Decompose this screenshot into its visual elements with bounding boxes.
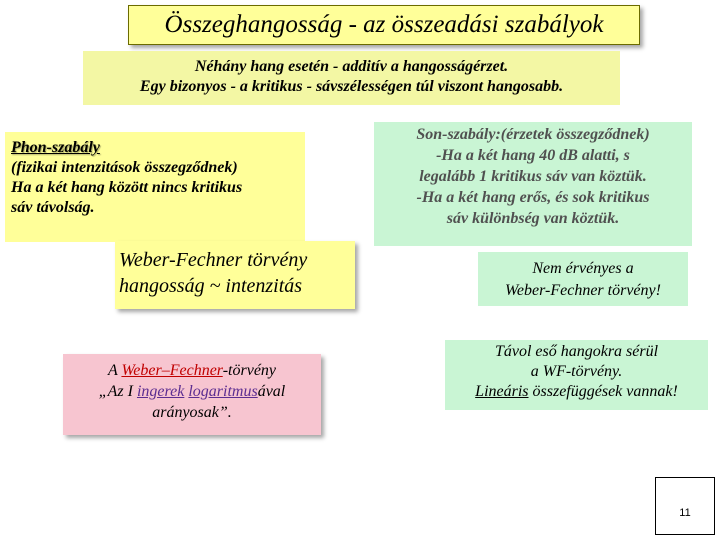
son-rule-box	[374, 122, 692, 246]
phon-rule-box	[5, 132, 305, 242]
weber-law-quote-open: „Az I	[98, 383, 137, 400]
intro-line-2: Egy bizonyos - a kritikus - sávszélességen túl viszont hangosabb.	[139, 78, 564, 95]
weber-law-suffix: -törvény	[222, 362, 277, 379]
son-rule-line-3: legalább 1 kritikus sáv van köztük.	[419, 168, 647, 185]
weber-fechner-line-2: hangosság ~ intenzitás	[119, 275, 303, 297]
phon-rule-line-2: Ha a két hang között nincs kritikus	[11, 179, 243, 196]
logaritmus-link[interactable]: logaritmus	[188, 383, 258, 400]
weber-law-box	[63, 354, 321, 435]
distant-tones-rest: összefüggések vannak!	[528, 383, 678, 400]
phon-rule-line-1: (fizikai intenzitások összegződnek)	[11, 159, 238, 176]
distant-tones-line-1: Távol eső hangokra sérül	[494, 343, 659, 360]
weber-law-line-3: arányosak”.	[152, 404, 232, 421]
linear-word: Lineáris	[475, 383, 529, 400]
son-rule-line-1: Son-szabály:(érzetek összegződnek)	[416, 126, 650, 143]
not-valid-line-2: Weber-Fechner törvény!	[505, 282, 661, 299]
phon-rule-line-3: sáv távolság.	[11, 199, 95, 216]
ingerek-link[interactable]: ingerek	[136, 383, 185, 400]
phon-rule-heading: Phon-szabály	[11, 139, 100, 156]
distant-tones-line-2: a WF-törvény.	[530, 363, 623, 380]
intro-line-1: Néhány hang esetén - additív a hangosságérzet.	[194, 58, 509, 75]
son-rule-line-4: -Ha a két hang erős, és sok kritikus	[416, 189, 650, 206]
intro-box	[83, 51, 620, 105]
weber-fechner-box	[115, 241, 355, 309]
weber-law-line-1	[63, 360, 321, 381]
not-valid-line-1: Nem érvényes a	[532, 260, 634, 277]
son-rule-line-5: sáv különbség van köztük.	[446, 210, 620, 227]
distant-tones-box	[445, 340, 708, 410]
slide-title: Összeghangosság - az összeadási szabályok	[128, 5, 640, 45]
weber-law-aval: ával	[257, 383, 286, 400]
distant-tones-line-3	[445, 382, 708, 402]
weber-law-line-2	[63, 381, 321, 402]
page-number: 11	[655, 477, 715, 535]
not-valid-box	[478, 252, 688, 306]
weber-law-prefix: A	[107, 362, 122, 379]
son-rule-line-2: -Ha a két hang 40 dB alatti, s	[436, 147, 630, 164]
weber-fechner-line-1: Weber-Fechner törvény	[119, 249, 308, 271]
weber-fechner-link[interactable]: Weber–Fechner	[121, 362, 223, 379]
